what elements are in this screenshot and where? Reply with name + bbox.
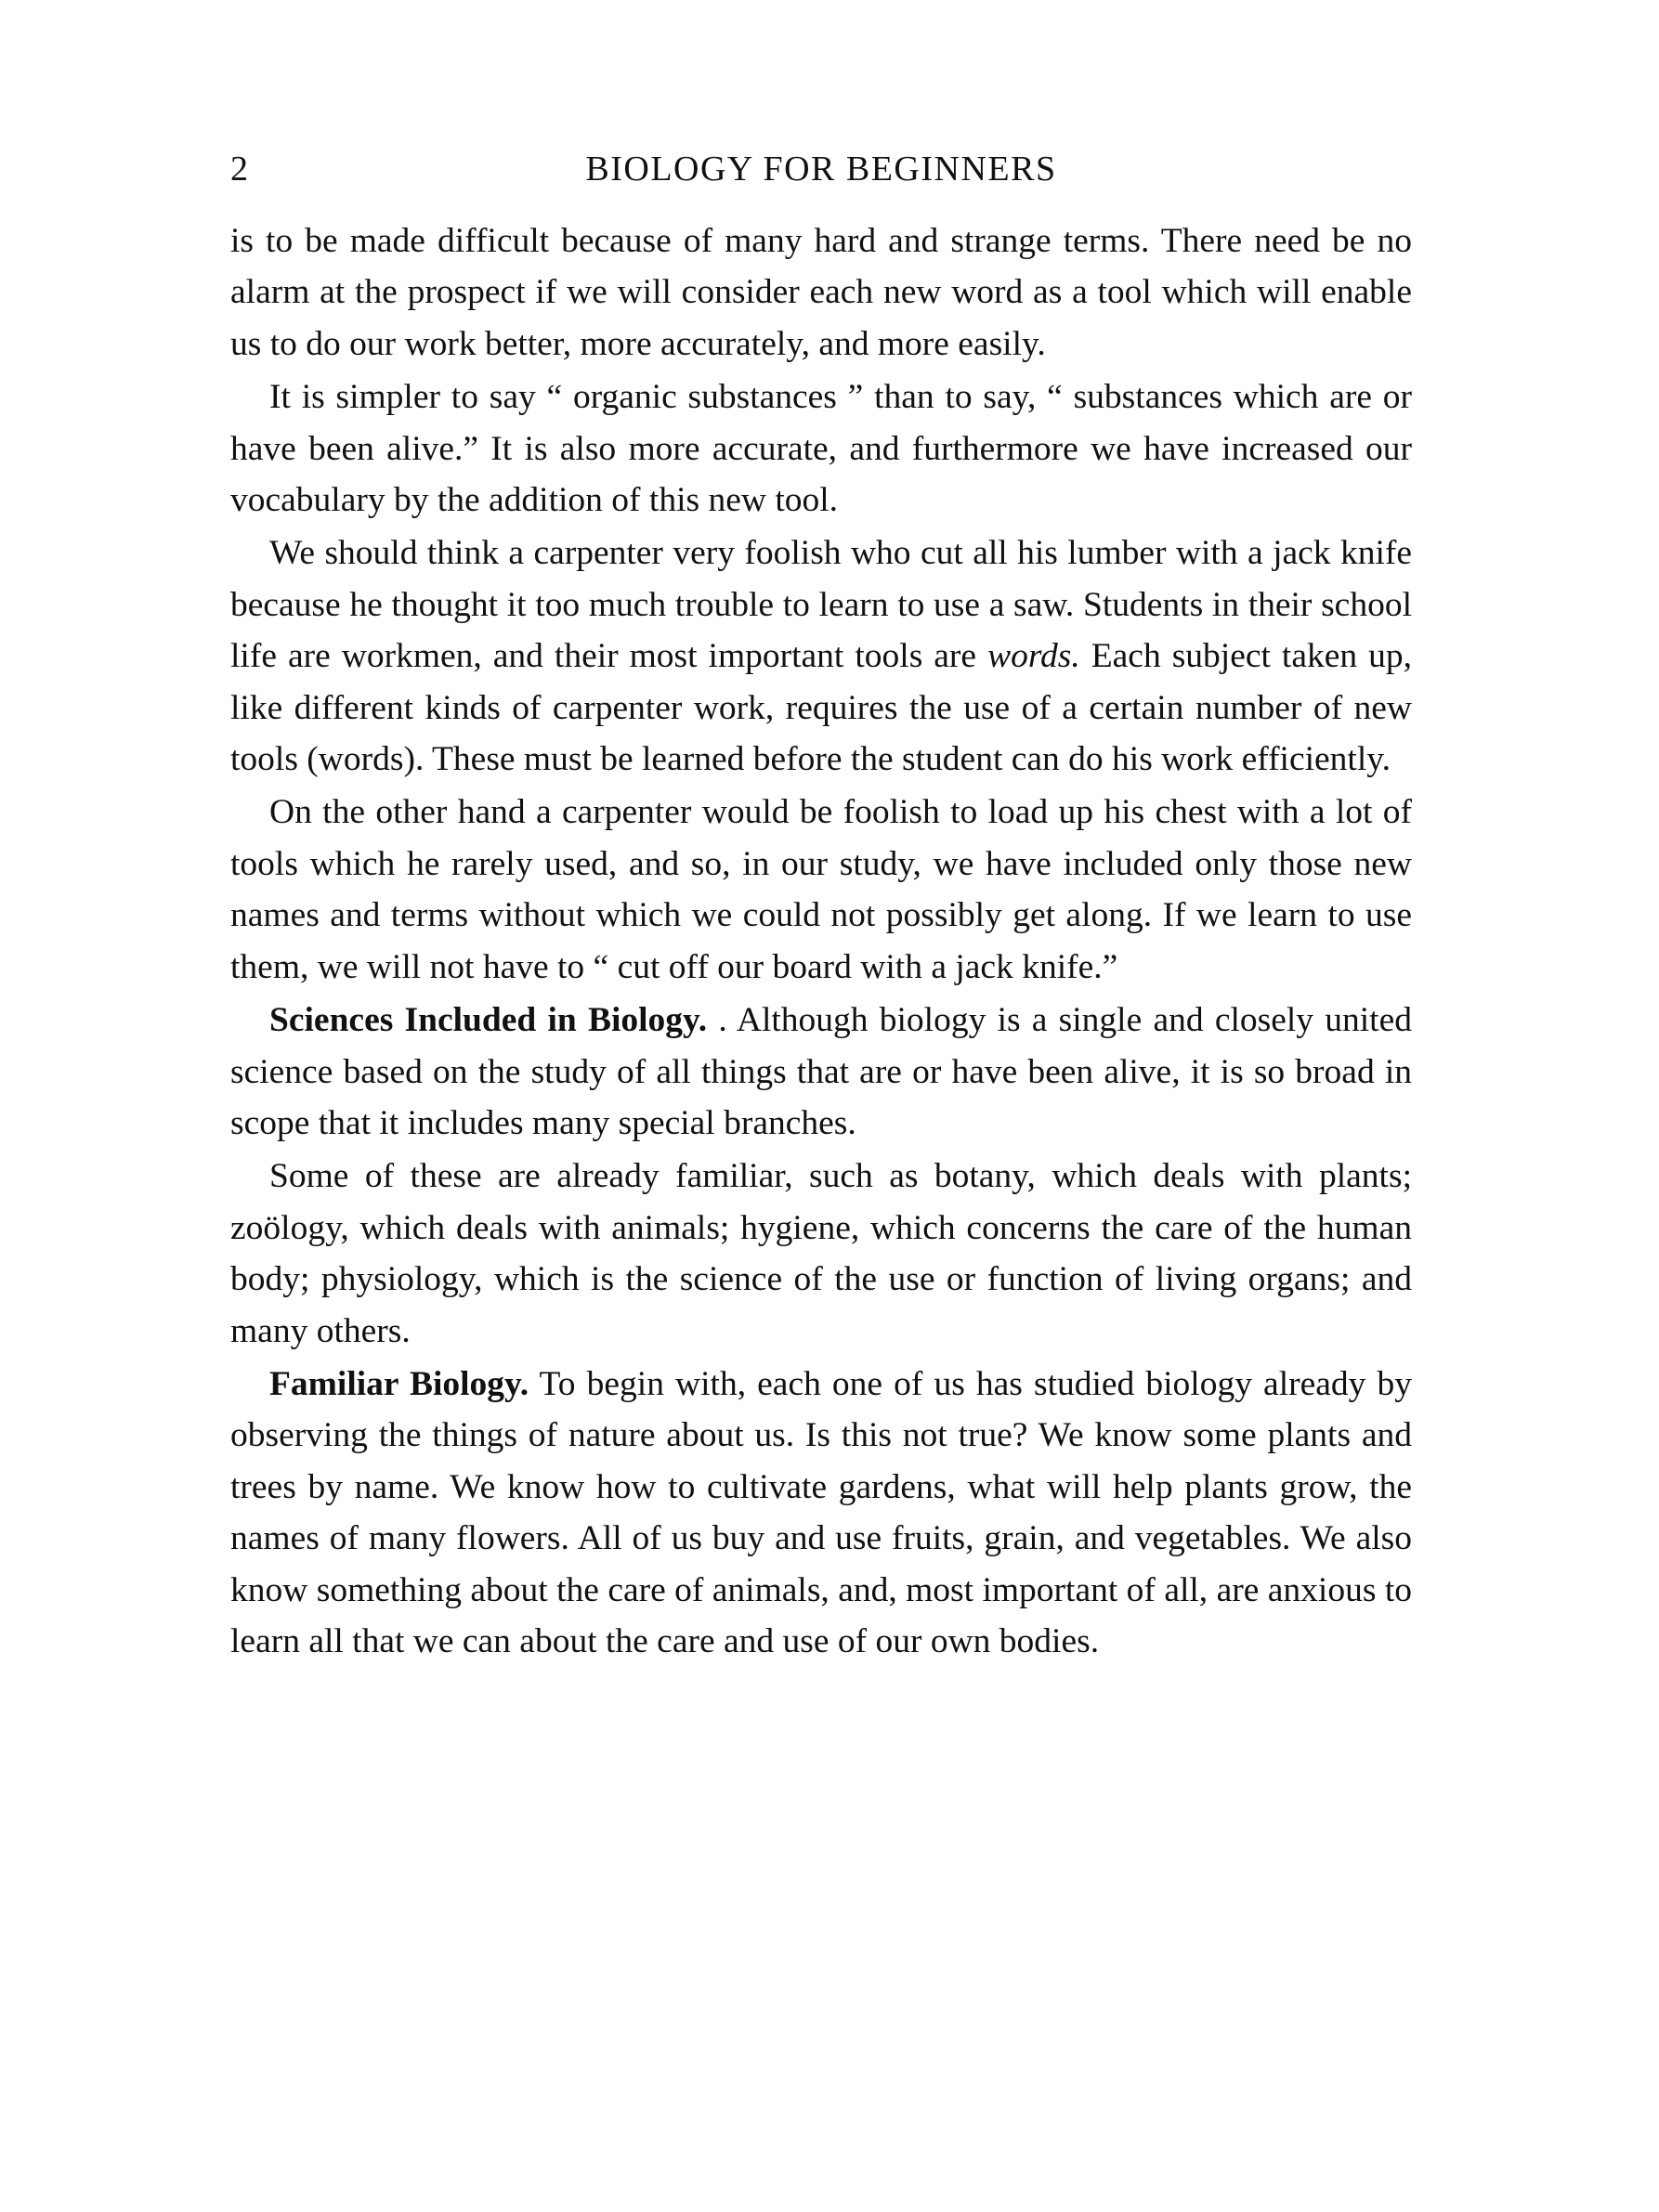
body-text bbox=[230, 215, 1412, 1667]
emphasis-words: words. bbox=[987, 637, 1080, 676]
paragraph-text: . Although biology is a single and closely united science based on the study of all things that are or have been alive, it is so broad in scope that it includes many special branches. bbox=[230, 1001, 1412, 1142]
paragraph-text: We should think a carpenter very foolish who cut all his lumber with a jack knife because he thought it too much trouble to learn to use a saw. Students in their school life are workmen, and their most important tools are bbox=[230, 534, 1412, 676]
paragraph-continued: is to be made difficult because of many hard and strange terms. There need be no alarm at the prospect if we will consider each new word as a tool which will enable us to do our work better, more accurately, and more easily. bbox=[230, 222, 1412, 363]
paragraph-text: To begin with, each one of us has studied biology already by observing the things of nature about us. Is this not true? We know some plants and trees by name. We know how to cultivate gardens, what will help plants grow, the names of many flowers. All of us buy and use fruits, grain, and vegetables. We also know something about the care of animals, and, most important of all, are anxious to learn all that we can about the care and use of our own bodies. bbox=[230, 1364, 1412, 1660]
running-head bbox=[230, 149, 1412, 201]
paragraph-organic-substances: It is simpler to say “ organic substances ” than to say, “ substances which are or have been alive.” It is also more accurate, and furthermore we have increased our vocabulary by the addition of this new tool. bbox=[230, 378, 1412, 520]
paragraph-branches: Some of these are already familiar, such as botany, which deals with plants; zoölogy, which deals with animals; hygiene, which concerns the care of the human body; physiology, which is the science of the use or function of living organs; and many others. bbox=[230, 1157, 1412, 1350]
running-title: BIOLOGY FOR BEGINNERS bbox=[585, 150, 1057, 189]
section-heading-sciences-included: Sciences Included in Biology. bbox=[269, 1001, 708, 1040]
paragraph-carpenter-tools bbox=[230, 527, 1412, 785]
paragraph-familiar-biology bbox=[230, 1359, 1412, 1667]
paragraph-text: Each subject taken up, like different kinds of carpenter work, requires the use of a certain number of new tools (words). These must be learned before the student can do his work efficiently. bbox=[230, 637, 1412, 779]
paragraph-sciences-included bbox=[230, 995, 1412, 1149]
paragraph-carpenter-chest: On the other hand a carpenter would be foolish to load up his chest with a lot of tools which he rarely used, and so, in our study, we have included only those new names and terms without which we could not possibly get along. If we learn to use them, we will not have to “ cut off our board with a jack knife.” bbox=[230, 793, 1412, 986]
book-page bbox=[230, 149, 1412, 1669]
section-heading-familiar-biology: Familiar Biology. bbox=[269, 1364, 529, 1403]
page-number: 2 bbox=[230, 150, 249, 189]
